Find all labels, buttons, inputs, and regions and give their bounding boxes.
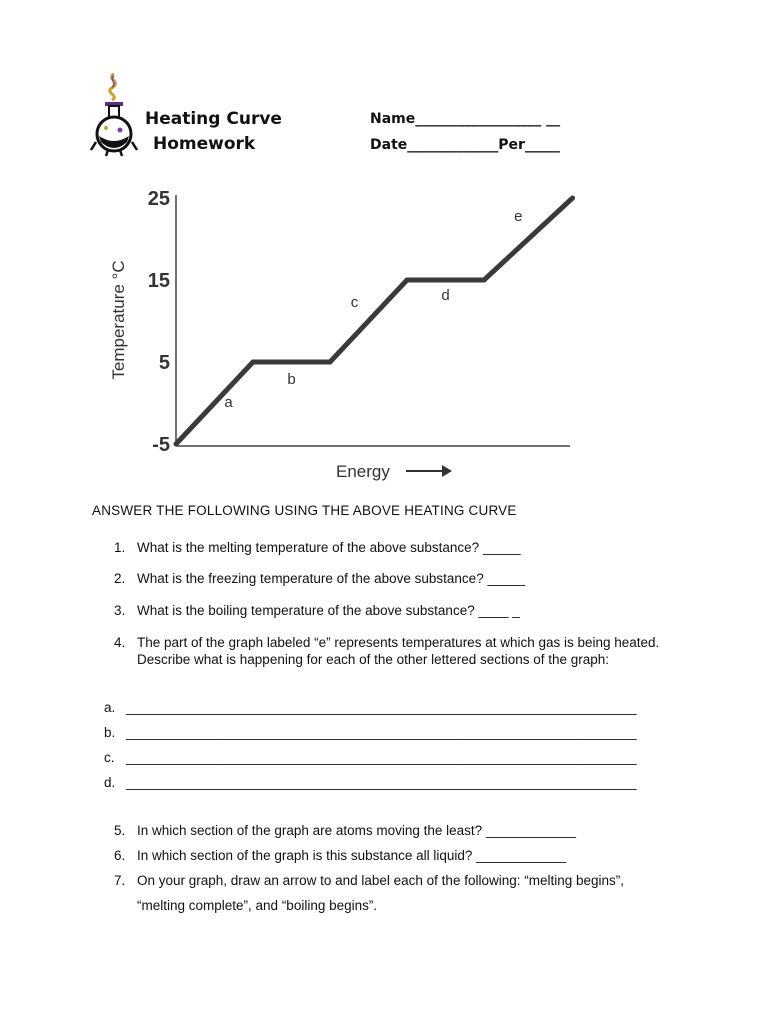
- y-tick-label: 25: [147, 188, 170, 210]
- question-5: [114, 822, 674, 839]
- date-period-field[interactable]: Date_____________Per_____: [370, 137, 560, 153]
- segment-label-c: c: [350, 294, 359, 311]
- heating-curve-chart: [100, 180, 590, 500]
- segment-label-e: e: [514, 208, 523, 225]
- flask-logo-icon: [88, 70, 140, 158]
- question-text: In which section of the graph is this substance all liquid? ____________: [137, 848, 567, 863]
- question-text: What is the boiling temperature of the above substance? ____ _: [137, 603, 520, 618]
- question-text: On your graph, draw an arrow to and label each of the following: “melting begins”, “melting complete”, and “boiling begins”.: [137, 873, 625, 913]
- question-2: [114, 570, 674, 587]
- curve-segment-c: [330, 280, 407, 362]
- y-tick-label: 15: [147, 270, 170, 292]
- answer-line-a[interactable]: [104, 700, 637, 715]
- question-number: 5.: [114, 823, 126, 838]
- question-text: In which section of the graph are atoms moving the least? ____________: [137, 823, 577, 838]
- answer-label: d.: [104, 775, 116, 790]
- question-number: 1.: [114, 540, 126, 555]
- answer-label: b.: [104, 725, 116, 740]
- question-4: [114, 634, 674, 686]
- arrow-right-icon: [406, 465, 452, 477]
- worksheet-title-line1: Heating Curve: [145, 109, 282, 129]
- question-text: What is the freezing temperature of the above substance? _____: [137, 571, 525, 586]
- answer-blank[interactable]: ____________________________________________________________________: [126, 775, 637, 790]
- question-number: 4.: [114, 635, 126, 650]
- answer-blank[interactable]: ____________________________________________________________________: [126, 725, 637, 740]
- instructions-heading: ANSWER THE FOLLOWING USING THE ABOVE HEATING CURVE: [92, 503, 517, 518]
- curve-segment-e: [484, 198, 573, 280]
- question-text: The part of the graph labeled “e” represents temperatures at which gas is being heated. Describe what is happening for each of the other lettered sections of the graph:: [137, 635, 660, 667]
- answer-blank[interactable]: ____________________________________________________________________: [126, 700, 637, 715]
- question-text: What is the melting temperature of the above substance? _____: [137, 540, 521, 555]
- question-6: [114, 847, 674, 864]
- curve-segment-a: [176, 362, 253, 444]
- answer-line-c[interactable]: [104, 750, 637, 765]
- question-number: 6.: [114, 848, 126, 863]
- worksheet-title-line2: Homework: [153, 134, 256, 154]
- question-number: 3.: [114, 603, 126, 618]
- x-axis-label: Energy: [336, 462, 390, 481]
- y-tick-label: 5: [158, 352, 170, 374]
- question-7: [114, 872, 674, 920]
- answer-blank[interactable]: ____________________________________________________________________: [126, 750, 637, 765]
- answer-label: a.: [104, 700, 116, 715]
- segment-label-b: b: [287, 371, 296, 388]
- answer-line-d[interactable]: [104, 775, 637, 790]
- name-field[interactable]: Name__________________ __: [370, 111, 561, 127]
- y-axis-label: Temperature °C: [109, 260, 128, 380]
- answer-label: c.: [104, 750, 115, 765]
- segment-label-a: a: [224, 394, 233, 411]
- segment-label-d: d: [441, 287, 450, 304]
- question-1: [114, 539, 674, 556]
- question-3: [114, 602, 674, 619]
- answer-line-b[interactable]: [104, 725, 637, 740]
- y-tick-label: -5: [152, 434, 170, 456]
- question-number: 7.: [114, 873, 126, 888]
- question-number: 2.: [114, 571, 126, 586]
